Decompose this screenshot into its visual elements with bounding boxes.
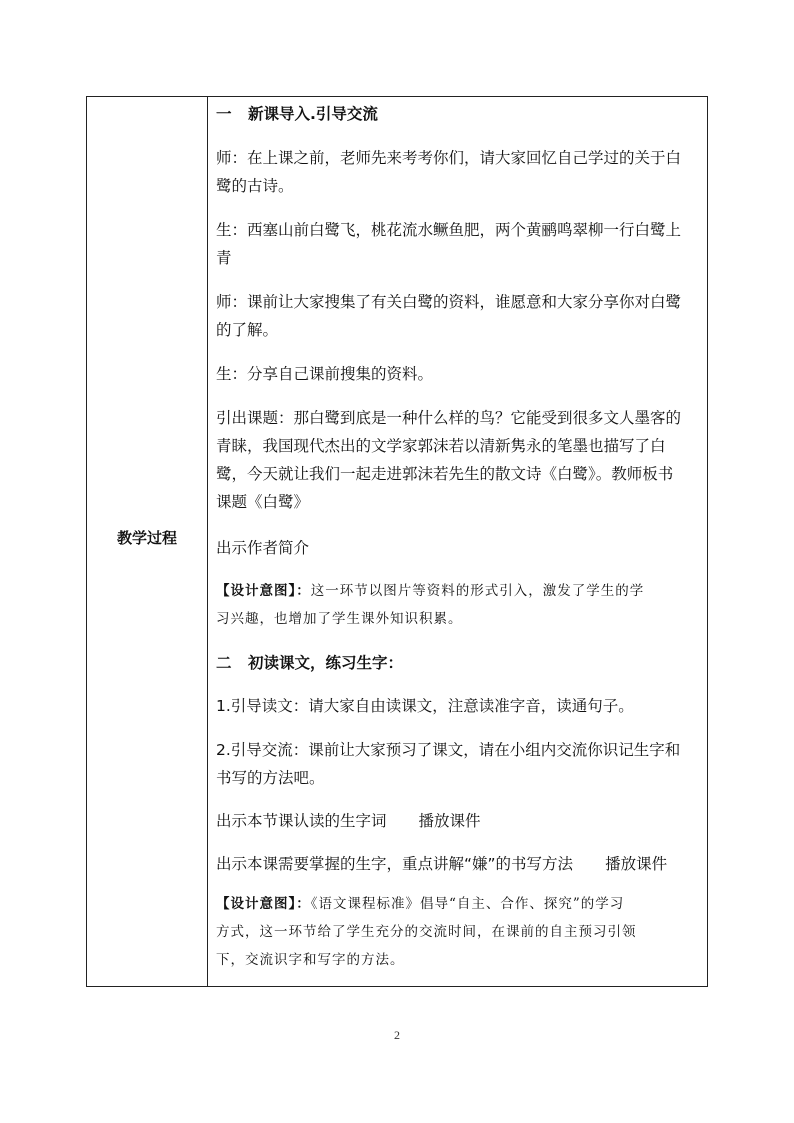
section1-p6-line1: 出示作者简介 [216,539,310,557]
content-cell [208,97,707,986]
row-label-cell [87,97,208,986]
section1-p2-line1: 生：西塞山前白鹭飞，桃花流水鳜鱼肥，两个黄鹂鸣翠柳一行白鹭上 [216,221,682,239]
section2-design-note-label: 【设计意图】： [216,896,311,912]
section2-p3-line [216,811,481,831]
section1-p5-line1: 引出课题：那白鹭到底是一种什么样的鸟？它能受到很多文人墨客的 [216,409,682,427]
section1-title: 新课导入.引导交流 [248,105,378,123]
section2-p4-text: 出示本课需要掌握的生字，重点讲解“嫌”的书写方法 [216,855,574,873]
section2-design-note-line1 [216,894,624,914]
section2-heading [216,653,403,673]
section1-heading [216,104,378,124]
section2-number: 二 [216,654,232,672]
section1-p3-line2: 的了解。 [216,321,279,339]
section1-design-note-text1: 这一环节以图片等资料的形式引入，激发了学生的学 [310,583,645,599]
section1-number: 一 [216,105,232,123]
section1-p1-line2: 鹭的古诗。 [216,177,294,195]
lesson-plan-table [86,96,708,987]
section1-p5-line4: 课题《白鹭》 [216,493,310,511]
section1-p5-line3: 鹭，今天就让我们一起走进郭沫若先生的散文诗《白鹭》。教师板书 [216,465,674,483]
page-number: 2 [394,1028,400,1042]
section2-design-note-line2: 方式，这一环节给了学生充分的交流时间，在课前的自主预习引领 [216,924,637,940]
section2-design-note-line3: 下，交流识字和写字的方法。 [216,952,405,968]
section2-p4-line [216,854,667,874]
section1-p1-line1: 师：在上课之前，老师先来考考你们，请大家回忆自己学过的关于白 [216,149,682,167]
row-label-teaching-process: 教学过程 [116,529,177,547]
section2-p3-courseware: 播放课件 [418,812,481,830]
section1-p4-line1: 生：分享自己课前搜集的资料。 [216,365,434,383]
section1-design-note-line1 [216,581,644,601]
section1-design-note-line2: 习兴趣，也增加了学生课外知识积累。 [216,611,463,627]
section2-p3-text: 出示本节课认读的生字词 [216,812,387,830]
section1-p2-line2: 青 [216,249,232,267]
section1-p5-line2: 青睐，我国现代杰出的文学家郭沫若以清新隽永的笔墨也描写了白 [216,437,666,455]
section2-title: 初读课文，练习生字： [248,654,404,672]
section2-p4-courseware: 播放课件 [605,855,668,873]
section2-p1-line1: 1.引导读文：请大家自由读课文，注意读准字音，读通句子。 [216,697,634,715]
section1-design-note-label: 【设计意图】： [216,583,311,599]
section2-p2-line1: 2.引导交流：课前让大家预习了课文，请在小组内交流你识记生字和 [216,741,681,759]
section1-p3-line1: 师：课前让大家搜集了有关白鹭的资料，谁愿意和大家分享你对白鹭 [216,293,682,311]
section2-p2-line2: 书写的方法吧。 [216,769,325,787]
section2-design-note-text1: 《语文课程标准》倡导“自主、合作、探究”的学习 [310,896,625,912]
